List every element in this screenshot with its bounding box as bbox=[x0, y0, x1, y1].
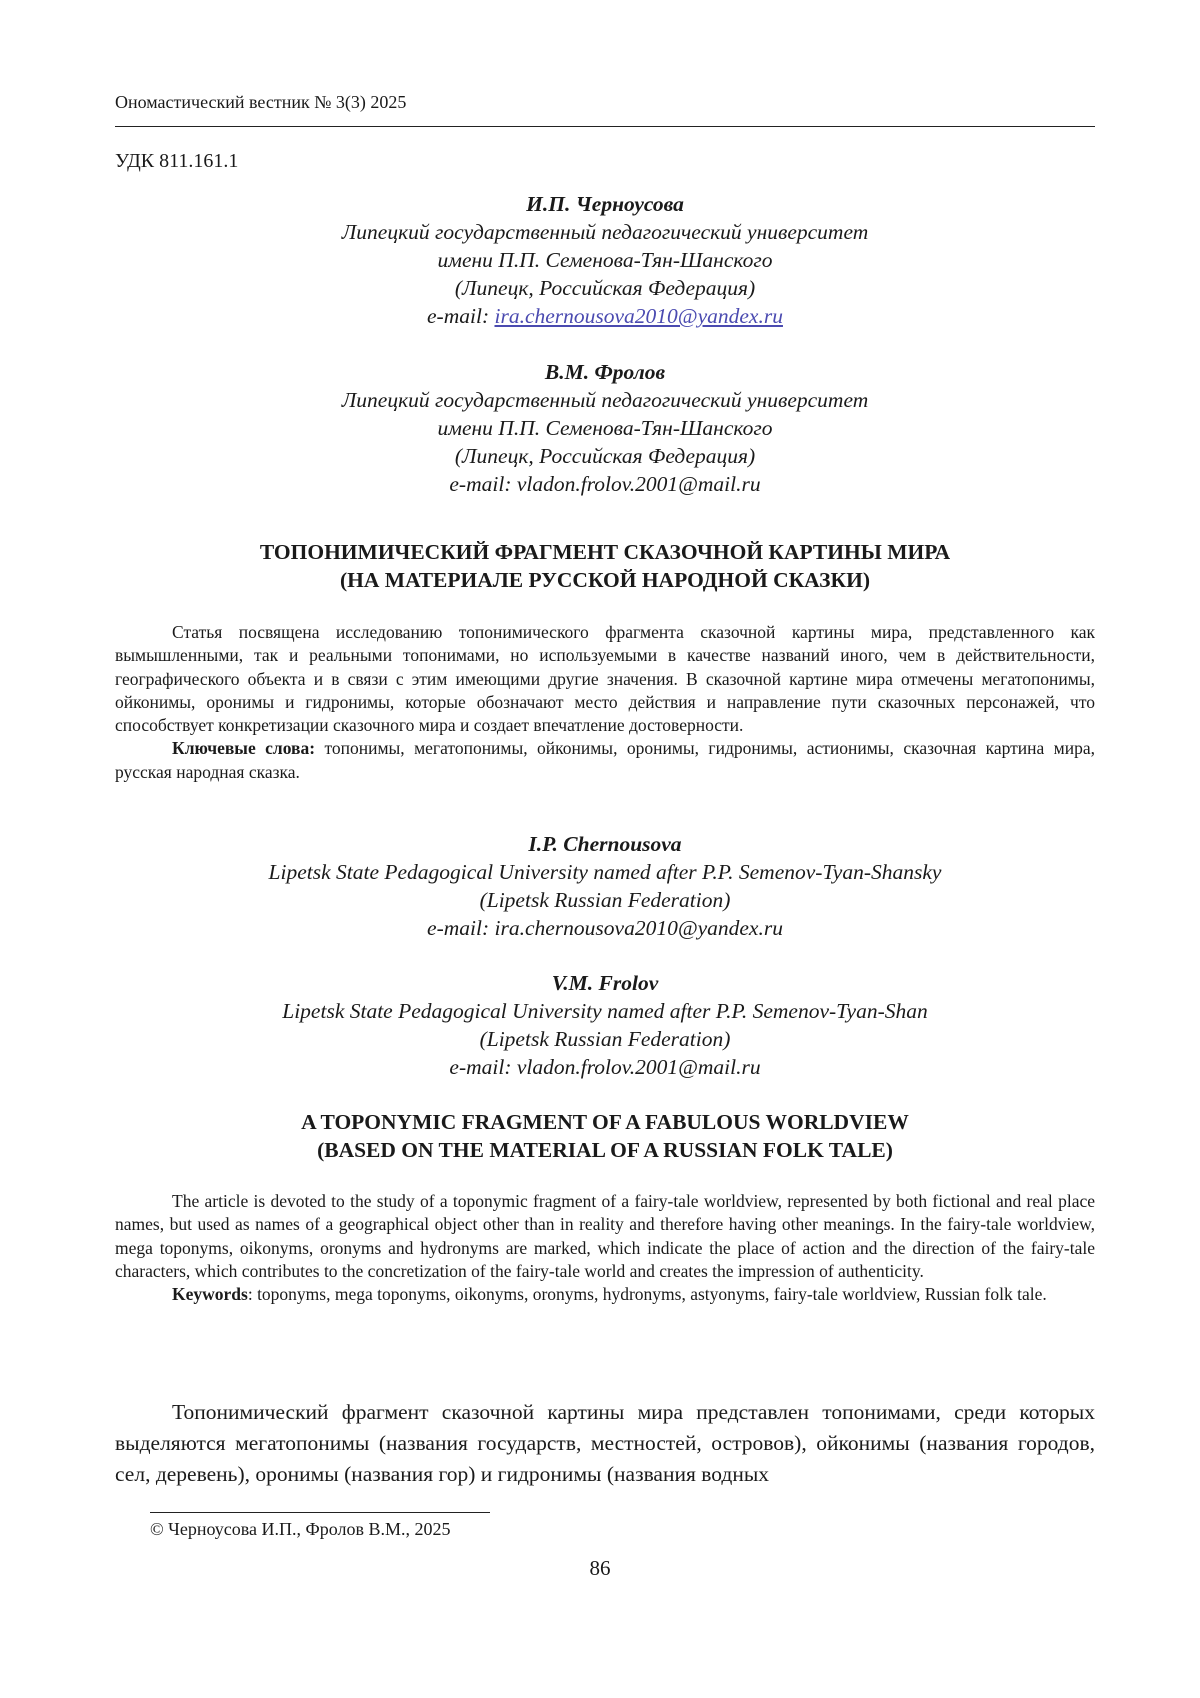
email-link[interactable]: ira.chernousova2010@yandex.ru bbox=[494, 304, 783, 328]
author-affiliation: имени П.П. Семенова-Тян-Шанского bbox=[437, 416, 773, 440]
header-rule bbox=[115, 126, 1095, 127]
title-line: (BASED ON THE MATERIAL OF A RUSSIAN FOLK TALE) bbox=[317, 1138, 893, 1162]
email-text: vladon.frolov.2001@mail.ru bbox=[516, 472, 761, 496]
body-paragraph: Топонимический фрагмент сказочной картины мира представлен топонимами, среди которых выделяются мегатопонимы (названия государств, местностей, островов), ойконимы (названия городов, сел, деревень), оронимы (названия гор) и гидронимы (названия водных bbox=[115, 1400, 1095, 1486]
running-header: Ономастический вестник № 3(3) 2025 bbox=[115, 92, 407, 112]
footnote-rule bbox=[150, 1512, 490, 1513]
author-email-line bbox=[115, 302, 1095, 330]
title-line: ТОПОНИМИЧЕСКИЙ ФРАГМЕНТ СКАЗОЧНОЙ КАРТИНЫ МИРА bbox=[259, 540, 951, 564]
abstract-en bbox=[115, 1190, 1095, 1306]
author-name: V.M. Frolov bbox=[551, 971, 659, 995]
author-en-2 bbox=[115, 969, 1095, 1081]
author-location: (Lipetsk Russian Federation) bbox=[479, 1027, 731, 1051]
author-location: (Липецк, Российская Федерация) bbox=[454, 276, 756, 300]
body-text bbox=[115, 1397, 1095, 1490]
keywords-ru bbox=[115, 737, 1095, 784]
keywords-list: топонимы, мегатопонимы, ойконимы, оронимы, гидронимы, астионимы, сказочная картина мира, русская народная сказка. bbox=[115, 738, 1095, 782]
author-ru-1 bbox=[115, 190, 1095, 330]
author-en-1 bbox=[115, 830, 1095, 942]
udk-code: УДК 811.161.1 bbox=[115, 150, 239, 172]
page-number: 86 bbox=[589, 1556, 611, 1580]
author-email-line: e-mail: vladon.frolov.2001@mail.ru bbox=[449, 1055, 761, 1079]
title-line: A TOPONYMIC FRAGMENT OF A FABULOUS WORLDVIEW bbox=[301, 1110, 909, 1134]
author-name: В.М. Фролов bbox=[544, 360, 666, 384]
keywords-label: Ключевые слова: bbox=[172, 738, 316, 759]
abstract-ru bbox=[115, 621, 1095, 784]
keywords-list: : toponyms, mega toponyms, oikonyms, oronyms, hydronyms, astyonyms, fairy-tale worldview, Russian folk tale. bbox=[247, 1284, 1047, 1305]
author-name: I.P. Chernousova bbox=[528, 832, 682, 856]
author-name: И.П. Черноусова bbox=[526, 192, 684, 216]
copyright-footnote: © Черноусова И.П., Фролов В.М., 2025 bbox=[150, 1519, 451, 1539]
author-affiliation: Lipetsk State Pedagogical University named after P.P. Semenov-Tyan-Shan bbox=[282, 999, 928, 1023]
abstract-text: The article is devoted to the study of a toponymic fragment of a fairy-tale worldview, represented by both fictional and real place names, but used as names of a geographical object other than in reality and therefore having other meanings. In the fairy-tale worldview, mega toponyms, oikonyms, oronyms and hydronyms are marked, which indicate the place of action and the direction of the fairy-tale characters, which contributes to the concretization of the fairy-tale world and creates the impression of authenticity. bbox=[115, 1191, 1095, 1281]
abstract-text: Статья посвящена исследованию топонимического фрагмента сказочной картины мира, представленного как вымышленными, так и реальными топонимами, но используемыми в качестве названий иного, чем в действительности, географического объекта и в связи с этим имеющими другие значения. В сказочной картине мира отмечены мегатопонимы, ойконимы, оронимы и гидронимы, которые обозначают место действия и направление пути сказочных персонажей, что способствует конкретизации сказочного мира и создает впечатление достоверности. bbox=[115, 622, 1095, 736]
keywords-label: Keywords bbox=[172, 1284, 248, 1305]
author-email-line: e-mail: ira.chernousova2010@yandex.ru bbox=[427, 916, 783, 940]
author-ru-2 bbox=[115, 358, 1095, 498]
title-line: (НА МАТЕРИАЛЕ РУССКОЙ НАРОДНОЙ СКАЗКИ) bbox=[340, 568, 870, 592]
author-location: (Липецк, Российская Федерация) bbox=[454, 444, 756, 468]
author-affiliation: имени П.П. Семенова-Тян-Шанского bbox=[437, 248, 773, 272]
article-title-en bbox=[115, 1108, 1095, 1164]
keywords-en bbox=[115, 1283, 1095, 1306]
article-title-ru bbox=[115, 538, 1095, 594]
email-label: e-mail: bbox=[427, 304, 495, 328]
author-location: (Lipetsk Russian Federation) bbox=[479, 888, 731, 912]
author-affiliation: Липецкий государственный педагогический университет bbox=[341, 388, 869, 412]
author-affiliation: Липецкий государственный педагогический университет bbox=[341, 220, 869, 244]
email-label: e-mail: bbox=[449, 472, 517, 496]
author-affiliation: Lipetsk State Pedagogical University named after P.P. Semenov-Tyan-Shansky bbox=[268, 860, 942, 884]
author-email-line bbox=[115, 470, 1095, 498]
